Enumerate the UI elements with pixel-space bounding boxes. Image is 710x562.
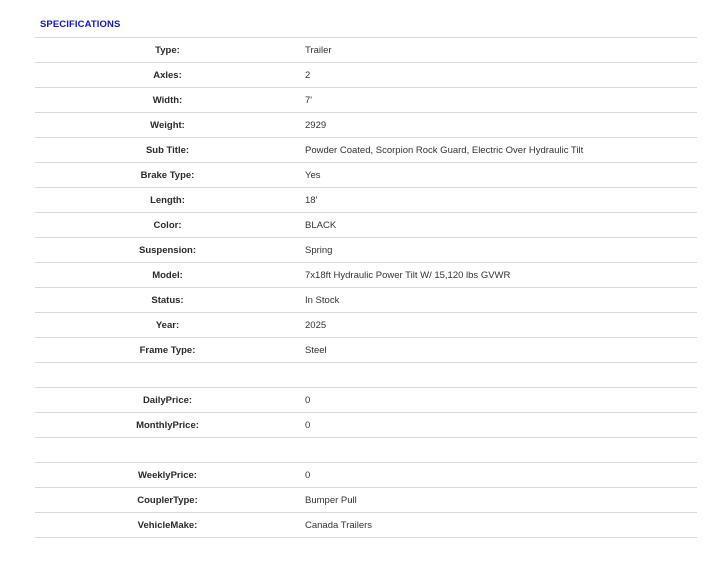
spec-value: Powder Coated, Scorpion Rock Guard, Electric Over Hydraulic Tilt [305, 144, 584, 156]
spec-label: Width: [152, 94, 183, 106]
spec-value: Trailer [305, 44, 332, 56]
spec-row [35, 263, 697, 288]
spec-value: 7' [305, 94, 313, 106]
spec-row [35, 288, 697, 313]
spec-row [35, 213, 697, 238]
spec-label: Sub Title: [145, 144, 190, 156]
spec-label: Model: [152, 269, 183, 281]
spec-label: Length: [150, 194, 185, 206]
spec-value: Spring [305, 244, 333, 256]
spec-value: 2025 [305, 319, 327, 331]
spec-label: Brake Type: [140, 169, 195, 181]
spec-label: DailyPrice: [142, 394, 193, 406]
spec-value: Steel [305, 344, 327, 356]
spec-row [35, 513, 697, 538]
spec-row [35, 413, 697, 438]
spec-row [35, 388, 697, 413]
spec-row [35, 138, 697, 163]
spec-label: Year: [155, 319, 180, 331]
spec-row [35, 488, 697, 513]
spec-label: VehicleMake: [137, 519, 198, 531]
spec-row [35, 163, 697, 188]
spec-row [35, 88, 697, 113]
spec-label: Color: [153, 219, 182, 231]
specifications-section [35, 12, 697, 538]
section-title: SPECIFICATIONS [35, 12, 697, 38]
spec-label: Status: [151, 294, 184, 306]
spec-value: 18' [305, 194, 318, 206]
spec-label: MonthlyPrice: [136, 419, 199, 431]
spec-table [35, 38, 697, 538]
spec-label: CouplerType: [137, 494, 198, 506]
spec-row [35, 188, 697, 213]
spec-row [35, 338, 697, 363]
spec-value: 0 [305, 419, 311, 431]
spec-value: 0 [305, 394, 311, 406]
spec-label: Weight: [150, 119, 185, 131]
spec-label: Type: [155, 44, 180, 56]
spec-row [35, 38, 697, 63]
spec-value: Bumper Pull [305, 494, 357, 506]
spec-value: 7x18ft Hydraulic Power Tilt W/ 15,120 lbs GVWR [305, 269, 511, 281]
spec-value: Yes [305, 169, 321, 181]
spec-value: 2929 [305, 119, 327, 131]
spec-value: In Stock [305, 294, 340, 306]
spec-label: Suspension: [138, 244, 196, 256]
spec-value: 0 [305, 469, 311, 481]
spec-label: Frame Type: [139, 344, 196, 356]
spec-value: Canada Trailers [305, 519, 373, 531]
spec-row [35, 438, 697, 463]
spec-row [35, 363, 697, 388]
spec-row [35, 113, 697, 138]
spec-value: 2 [305, 69, 311, 81]
spec-label: Axles: [153, 69, 182, 81]
spec-row [35, 238, 697, 263]
spec-row [35, 463, 697, 488]
spec-row [35, 313, 697, 338]
spec-value: BLACK [305, 219, 337, 231]
spec-row [35, 63, 697, 88]
spec-label: WeeklyPrice: [138, 469, 197, 481]
